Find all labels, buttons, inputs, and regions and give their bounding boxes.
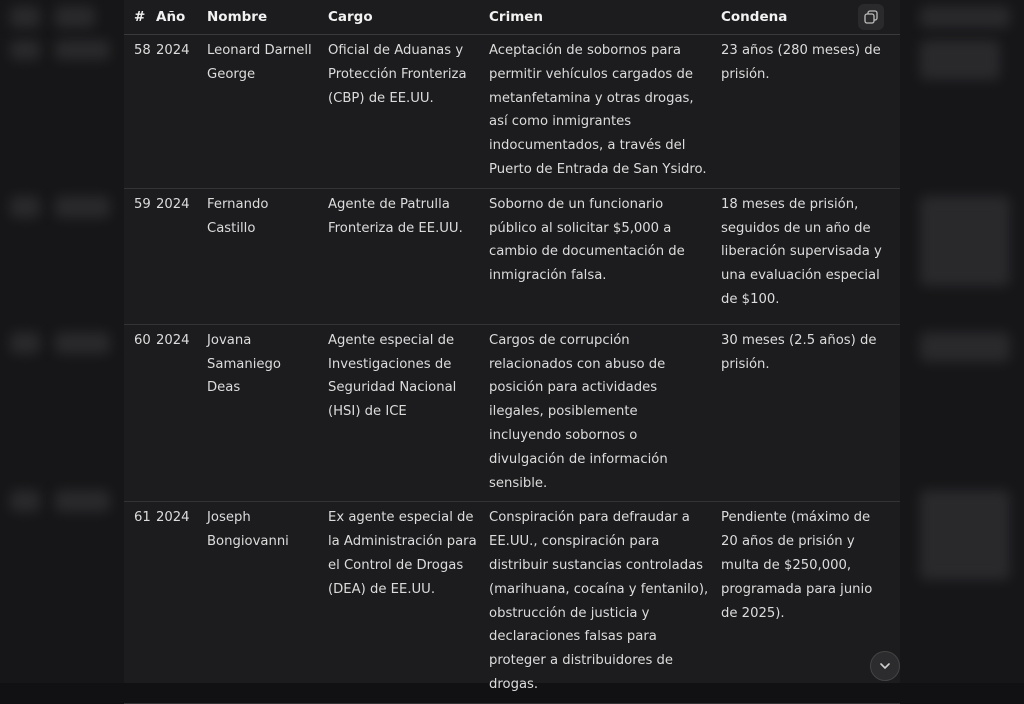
- blurred-left-area: [0, 0, 124, 683]
- copy-icon: [864, 10, 878, 24]
- cell-crimen: Cargos de corrupción relacionados con abuso de posición para actividades ilegales, posiblemente incluyendo sobornos o divulgación de información sensible.: [489, 324, 721, 502]
- cell-num: 60: [124, 324, 156, 502]
- cell-year: 2024: [156, 324, 207, 502]
- table-row: [124, 502, 900, 703]
- table-header-row: [124, 0, 900, 35]
- cell-name: Leonard Darnell George: [207, 35, 328, 189]
- cell-num: 59: [124, 188, 156, 324]
- cell-name: Fernando Castillo: [207, 188, 328, 324]
- blurred-right-area: [900, 0, 1024, 683]
- cell-year: 2024: [156, 502, 207, 703]
- scroll-down-button[interactable]: [870, 651, 900, 681]
- header-condena: Condena: [721, 0, 900, 35]
- header-name: Nombre: [207, 0, 328, 35]
- cell-condena: 18 meses de prisión, seguidos de un año de liberación supervisada y una evaluación especial de $100.: [721, 188, 900, 324]
- table-row: [124, 188, 900, 324]
- cell-num: 58: [124, 35, 156, 189]
- table-row: [124, 35, 900, 189]
- copy-table-button[interactable]: [858, 4, 884, 30]
- header-cargo: Cargo: [328, 0, 489, 35]
- chat-table-panel: [124, 0, 900, 692]
- cell-cargo: Oficial de Aduanas y Protección Fronteriza (CBP) de EE.UU.: [328, 35, 489, 189]
- cell-condena: 30 meses (2.5 años) de prisión.: [721, 324, 900, 502]
- cell-name: Jovana Samaniego Deas: [207, 324, 328, 502]
- chevron-down-icon: [879, 660, 891, 672]
- header-crimen: Crimen: [489, 0, 721, 35]
- cell-cargo: Agente de Patrulla Fronteriza de EE.UU.: [328, 188, 489, 324]
- cell-condena: 23 años (280 meses) de prisión.: [721, 35, 900, 189]
- header-year: Año: [156, 0, 207, 35]
- cell-crimen: Soborno de un funcionario público al solicitar $5,000 a cambio de documentación de inmigración falsa.: [489, 188, 721, 324]
- header-num: #: [124, 0, 156, 35]
- data-table: [124, 0, 900, 704]
- table-row: [124, 324, 900, 502]
- cell-name: Joseph Bongiovanni: [207, 502, 328, 703]
- cell-crimen: Aceptación de sobornos para permitir vehículos cargados de metanfetamina y otras drogas, así como inmigrantes indocumentados, a través del Puerto de Entrada de San Ysidro.: [489, 35, 721, 189]
- cell-year: 2024: [156, 35, 207, 189]
- cell-cargo: Agente especial de Investigaciones de Seguridad Nacional (HSI) de ICE: [328, 324, 489, 502]
- cell-condena: Pendiente (máximo de 20 años de prisión y multa de $250,000, programada para junio de 2025).: [721, 502, 900, 703]
- cell-num: 61: [124, 502, 156, 703]
- cell-cargo: Ex agente especial de la Administración para el Control de Drogas (DEA) de EE.UU.: [328, 502, 489, 703]
- cell-crimen: Conspiración para defraudar a EE.UU., conspiración para distribuir sustancias controladas (marihuana, cocaína y fentanilo), obstrucción de justicia y declaraciones falsas para proteger a distribuidores de drogas.: [489, 502, 721, 703]
- cell-year: 2024: [156, 188, 207, 324]
